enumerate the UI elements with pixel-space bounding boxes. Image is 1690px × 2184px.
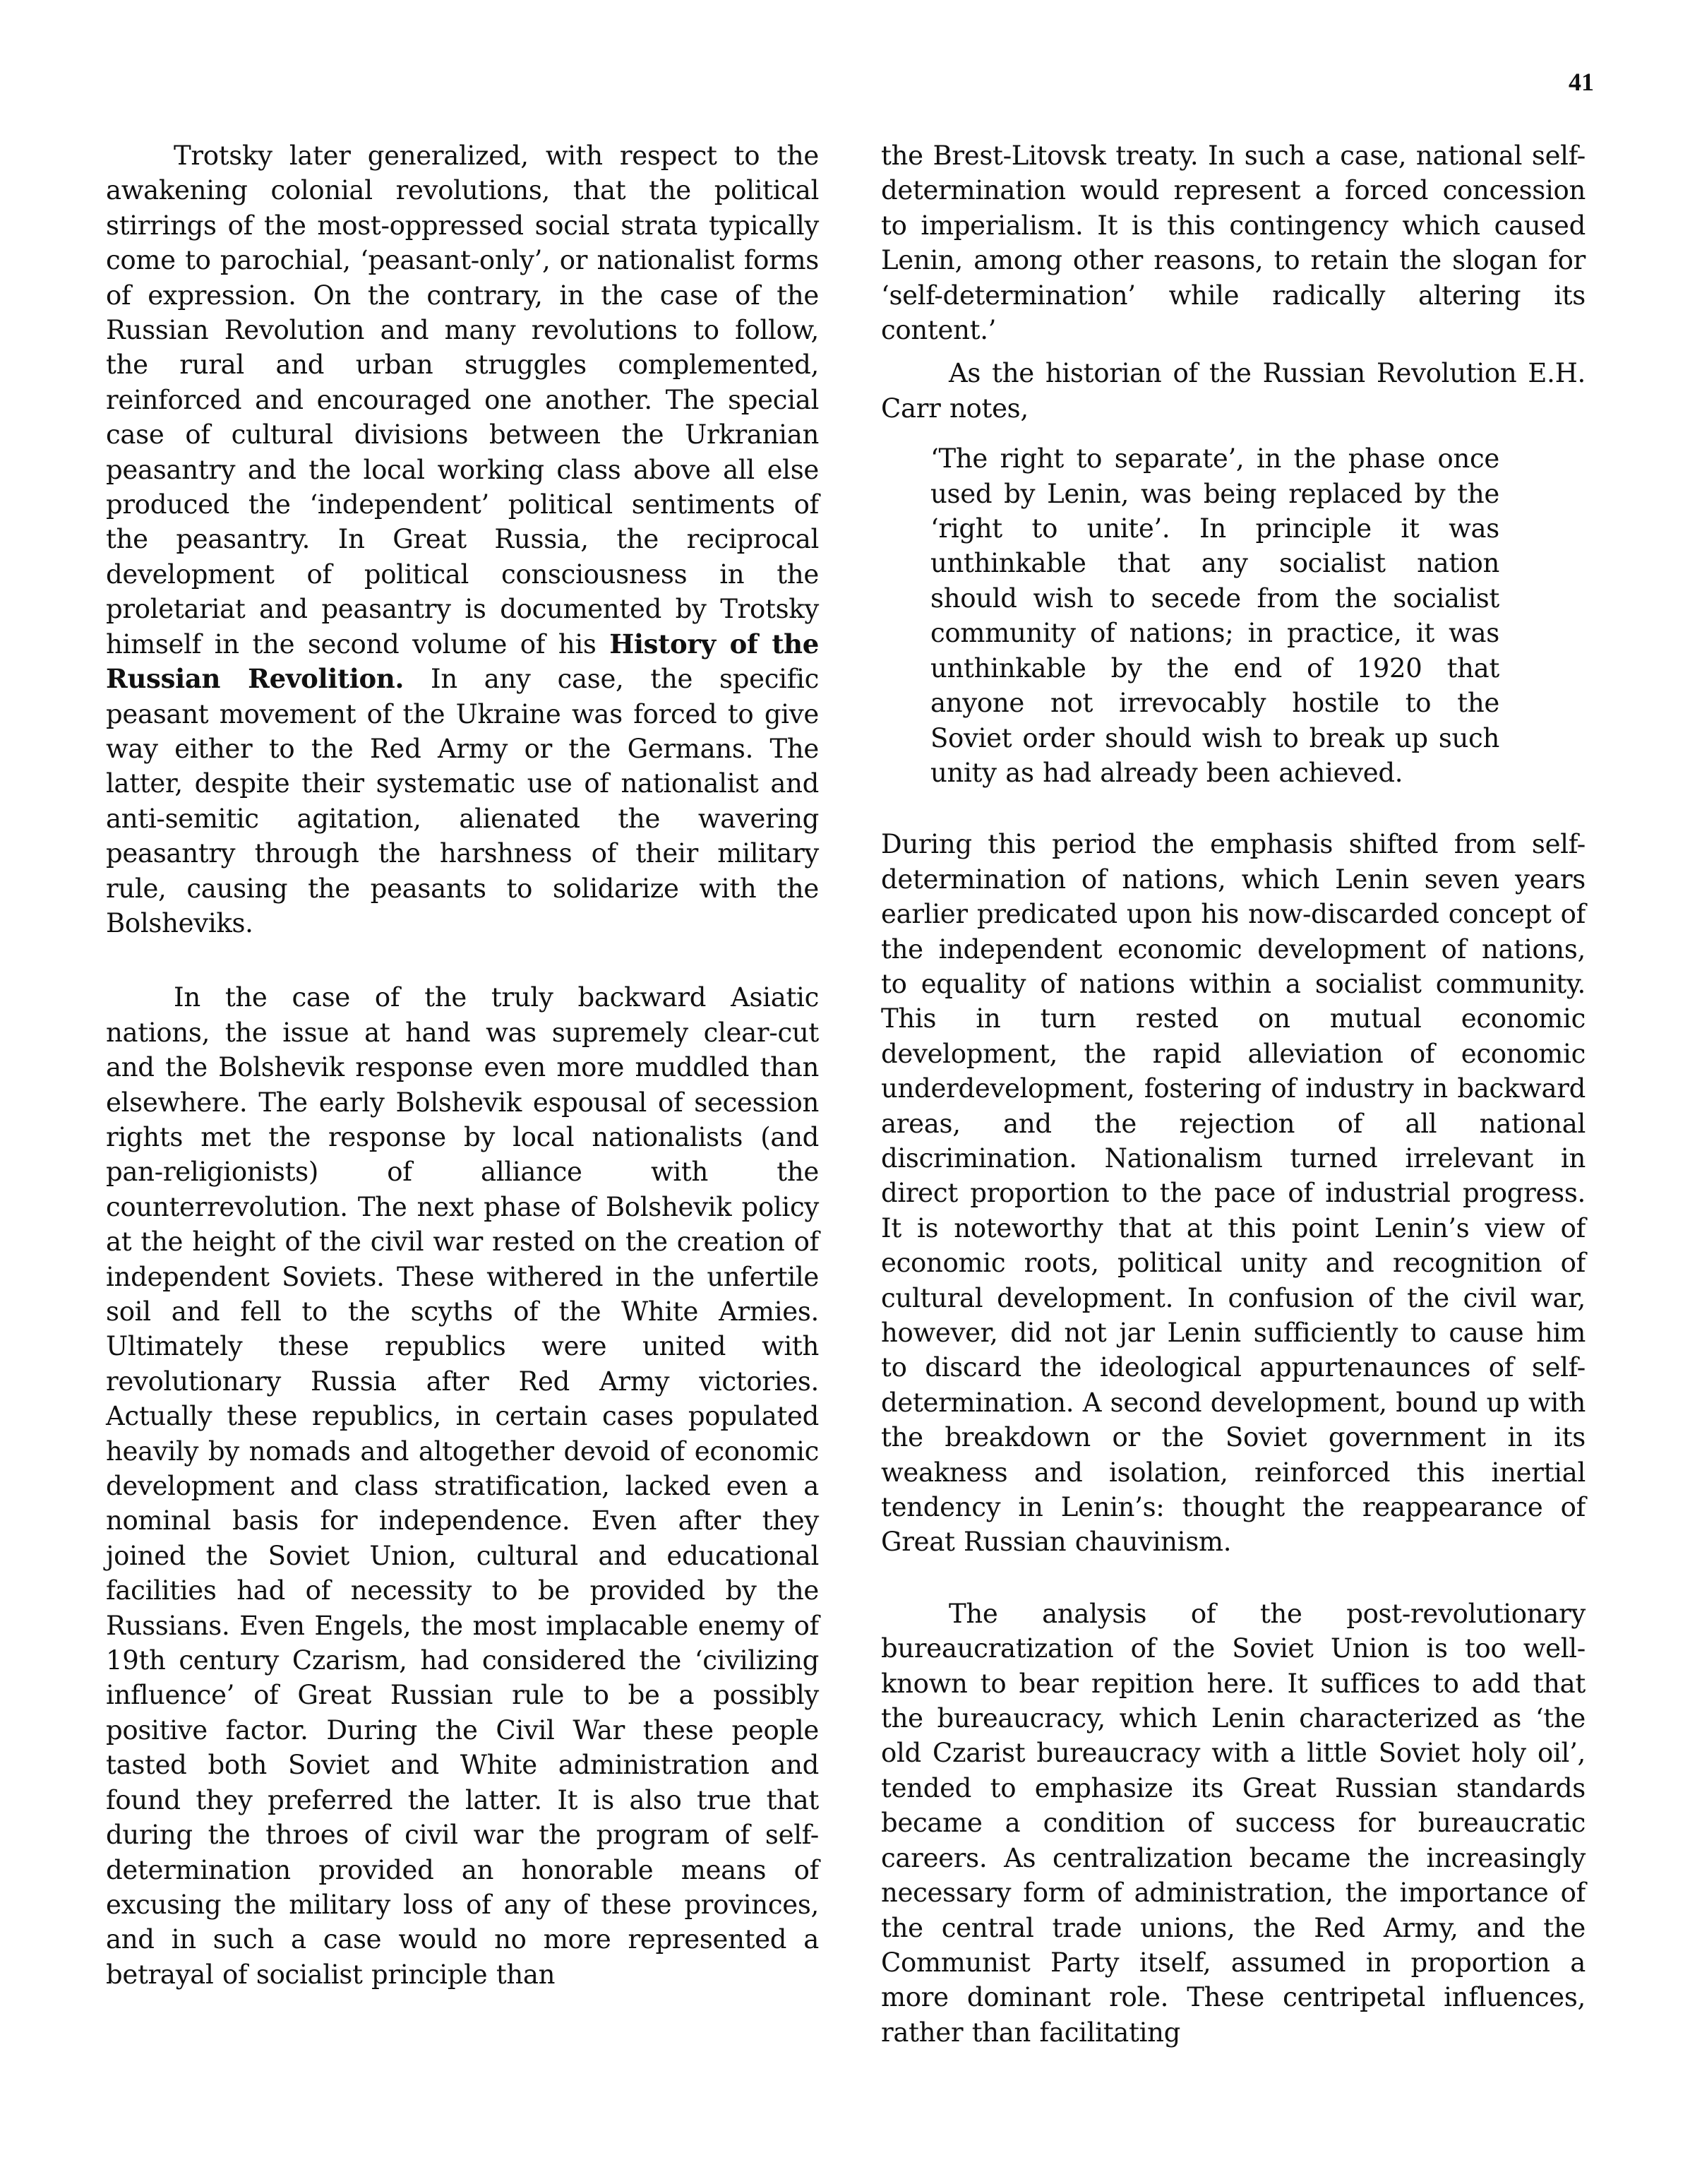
book-title-history-of-russian-revolution: History of the Russian Revolition. xyxy=(106,628,819,695)
paragraph-text: Trotsky later generalized, with respect to the awakening colonial revolutions, that the political stirrings of the most-oppressed social strata typically come to parochial, ‘peasant-only’, or nationalist forms of expression. On the contrary, in the case of the Russian Revolution and many revolutions to follow, the rural and urban struggles complemented, reinforced and encouraged one another. The special case of cultural divisions between the Urkranian peasantry and the local working class above all else produced the ‘independent’ political sentiments of the peasantry. In Great Russia, the reciprocal development of political consciousness in the proletariat and peasantry is documented by Trotsky himself in the second volume of his xyxy=(106,141,819,660)
paragraph-emphasis-shifted: During this period the emphasis shifted from self-determination of nations, which Lenin seven years earlier predicated upon his now-discarded concept of the independent economic development of nations, to equality of nations within a socialist community. This in turn rested on mutual economic development, the rapid alleviation of economic underdevelopment, fostering of industry in backward areas, and the rejection of all national discrimination. Nationalism turned irrelevant in direct proportion to the pace of industrial progress. It is noteworthy that at this point Lenin’s view of economic roots, political unity and recognition of cultural development. In confusion of the civil war, however, did not jar Lenin sufficiently to cause him to discard the ideological appurtenaunces of self-determination. A second development, bound up with the breakdown or the Soviet government in its weakness and isolation, reinforced this inertial tendency in Lenin’s: thought the reappearance of Great Russian chauvinism. xyxy=(881,829,1586,1558)
right-column xyxy=(881,138,1586,2050)
paragraph-bureaucratization: The analysis of the post-revolutionary bureaucratization of the Soviet Union is too well-known to bear repition here. It suffices to add that the bureaucracy, which Lenin characterized as ‘the old Czarist bureaucracy with a little Soviet holy oil’, tended to emphasize its Great Russian standards became a condition of success for bureaucratic careers. As centralization became the increasingly necessary form of administration, the importance of the central trade unions, the Red Army, and the Communist Party itself, assumed in proportion a more dominant role. These centripetal influences, rather than facilitating xyxy=(881,1598,1586,2048)
paragraph-brest-litovsk: the Brest-Litovsk treaty. In such a case, national self-determination would represent a forced concession to imperialism. It is this contingency which caused Lenin, among other reasons, to retain the slogan for ‘self-determination’ while radically altering its content.’ xyxy=(881,141,1586,346)
page-number: 41 xyxy=(1569,68,1594,96)
paragraph-text: In any case, the specific peasant movement of the Ukraine was forced to give way either to the Red Army or the Germans. The latter, despite their systematic use of nationalist and anti-semitic agitation, alienated the wavering peasantry through the harshness of their military rule, causing the peasants to solidarize with the Bolsheviks. xyxy=(106,664,820,938)
blockquote-carr: ‘The right to separate’, in the phase once used by Lenin, was being replaced by the ‘right to unite’. In principle it was unthinkable that any socialist nation should wish to secede from the socialist community of nations; in practice, it was unthinkable by the end of 1920 that anyone not irrevocably hostile to the Soviet order should wish to break up such unity as had already been achieved. xyxy=(930,443,1499,788)
paragraph-asiatic-nations: In the case of the truly backward Asiatic nations, the issue at hand was supremely clear-cut and the Bolshevik response even more muddled than elsewhere. The early Bolshevik espousal of secession rights met the response by local nationalists (and pan-religionists) of alliance with the counterrevolution. The next phase of Bolshevik policy at the height of the civil war rested on the creation of independent Soviets. These withered in the unfertile soil and fell to the scyths of the White Armies. Ultimately these republics were united with revolutionary Russia after Red Army victories. Actually these republics, in certain cases populated heavily by nomads and altogether devoid of economic development and class stratification, lacked even a nominal basis for independence. Even after they joined the Soviet Union, cultural and educational facilities had of necessity to be provided by the Russians. Even Engels, the most implacable enemy of 19th century Czarism, had considered the ‘civilizing influence’ of Great Russian rule to be a possibly positive factor. During the Civil War these people tasted both Soviet and White administration and found they preferred the latter. It is also true that during the throes of civil war the program of self-determination provided an honorable means of excusing the military loss of any of these provinces, and in such a case would no more represented a betrayal of socialist principle than xyxy=(106,982,819,1990)
paragraph-carr-intro: As the historian of the Russian Revolution E.H. Carr notes, xyxy=(881,358,1586,424)
left-column xyxy=(106,138,819,1992)
paragraph-trotsky-generalized xyxy=(106,138,819,941)
